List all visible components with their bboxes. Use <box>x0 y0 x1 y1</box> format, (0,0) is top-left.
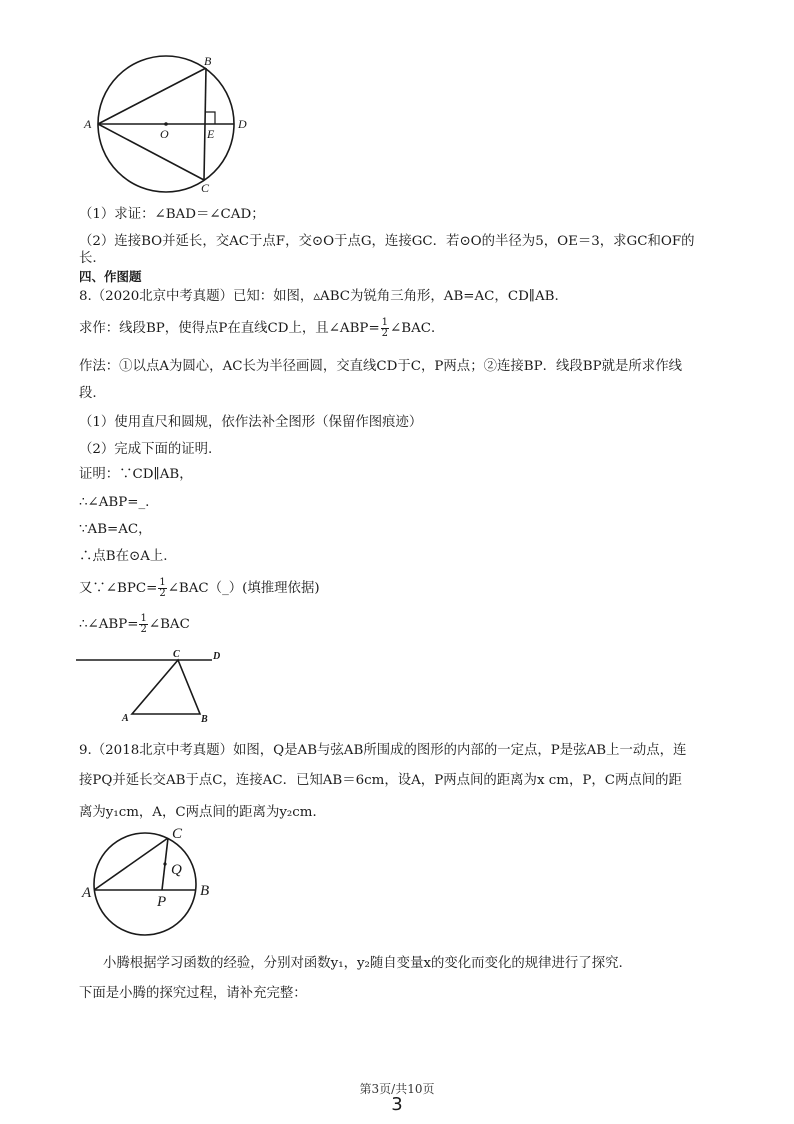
label-a: A <box>82 885 92 901</box>
label-o: O <box>160 127 169 141</box>
q8-task <box>79 318 444 339</box>
point-q <box>163 862 166 865</box>
proof-line2: ∴∠ABP=_. <box>79 495 150 510</box>
triangle-abc <box>132 660 200 714</box>
segment-ab <box>98 68 206 124</box>
proof5-text-end: ∠BAC（_）(填推理依据) <box>167 581 320 596</box>
proof5-text: 又∵∠BPC= <box>79 581 158 596</box>
circle <box>94 833 196 935</box>
proof-line6 <box>79 614 190 635</box>
q8-task-text-end: ∠BAC． <box>390 321 445 336</box>
label-b: B <box>201 714 208 725</box>
label-p: P <box>157 894 167 910</box>
footer-page-number: 3 <box>391 1094 403 1115</box>
figure-circle-triangle <box>80 50 270 200</box>
q8-intro: 8.（2020北京中考真题）已知：如图，▵ABC为锐角三角形，AB=AC，CD∥AB. <box>79 289 559 304</box>
q8-method: 作法：①以点A为圆心，AC长为半径画圆，交直线CD于C，P两点；②连接BP．线段BP就是所求作线 <box>79 359 682 374</box>
proof-line4: ∴点B在⊙A上. <box>79 549 168 564</box>
center-dot <box>164 122 168 126</box>
q7-part2-cont: 长. <box>79 251 97 266</box>
fraction-half: $\frac{1}{2}$ <box>140 613 147 635</box>
segment-ac <box>94 838 168 890</box>
q8-method-cont: 段. <box>79 386 97 401</box>
label-c: C <box>173 649 180 660</box>
q9-line3: 离为y₁cm，A，C两点间的距离为y₂cm． <box>79 805 326 820</box>
q7-part2: （2）连接BO并延长，交AC于点F，交⊙O于点G，连接GC．若⊙O的半径为5，OE＝3，求GC和OF的 <box>79 234 695 249</box>
q9-line1: 9.（2018北京中考真题）如图，Q是AB与弦AB所围成的图形的内部的一定点，P是弦AB上一动点，连 <box>79 743 687 758</box>
proof6-text-end: ∠BAC <box>148 617 190 632</box>
proof6-text: ∴∠ABP= <box>79 617 139 632</box>
section-title: 四、作图题 <box>79 269 142 284</box>
q7-part1: （1）求证：∠BAD＝∠CAD； <box>79 207 265 222</box>
label-b: B <box>200 883 210 899</box>
q9-para1: 小腾根据学习函数的经验，分别对函数y₁，y₂随自变量x的变化而变化的规律进行了探究. <box>103 956 623 971</box>
label-q: Q <box>171 862 182 878</box>
label-d: D <box>213 651 221 662</box>
label-a: A <box>84 117 92 131</box>
q9-line2: 接PQ并延长交AB于点C，连接AC．已知AB＝6cm，设A，P两点间的距离为x cm，P，C两点间的距 <box>79 773 682 788</box>
right-angle-mark <box>205 112 215 124</box>
proof-line1: 证明：∵CD∥AB， <box>79 467 193 482</box>
label-d: D <box>238 117 247 131</box>
proof-line3: ∵AB=AC， <box>79 522 152 537</box>
label-a: A <box>122 713 129 724</box>
q8-sub2: （2）完成下面的证明. <box>79 442 213 457</box>
q8-task-text: 求作：线段BP，使得点P在直线CD上，且∠ABP= <box>79 321 380 336</box>
label-c: C <box>201 181 210 195</box>
q8-sub1: （1）使用直尺和圆规，依作法补全图形（保留作图痕迹） <box>79 415 423 430</box>
footer-page-text: 第3页/共10页 <box>359 1082 435 1096</box>
proof-line5 <box>79 578 320 599</box>
label-e: E <box>207 127 215 141</box>
fraction-half: $\frac{1}{2}$ <box>381 317 389 339</box>
label-c: C <box>172 826 183 842</box>
fraction-half: $\frac{1}{2}$ <box>159 577 166 599</box>
q9-para2: 下面是小腾的探究过程，请补充完整： <box>79 986 307 1001</box>
label-b: B <box>204 54 212 68</box>
segment-bc <box>204 68 206 180</box>
segment-ac <box>98 124 204 180</box>
figure-circle-chord <box>80 826 230 936</box>
figure-triangle-parallel <box>74 646 234 726</box>
